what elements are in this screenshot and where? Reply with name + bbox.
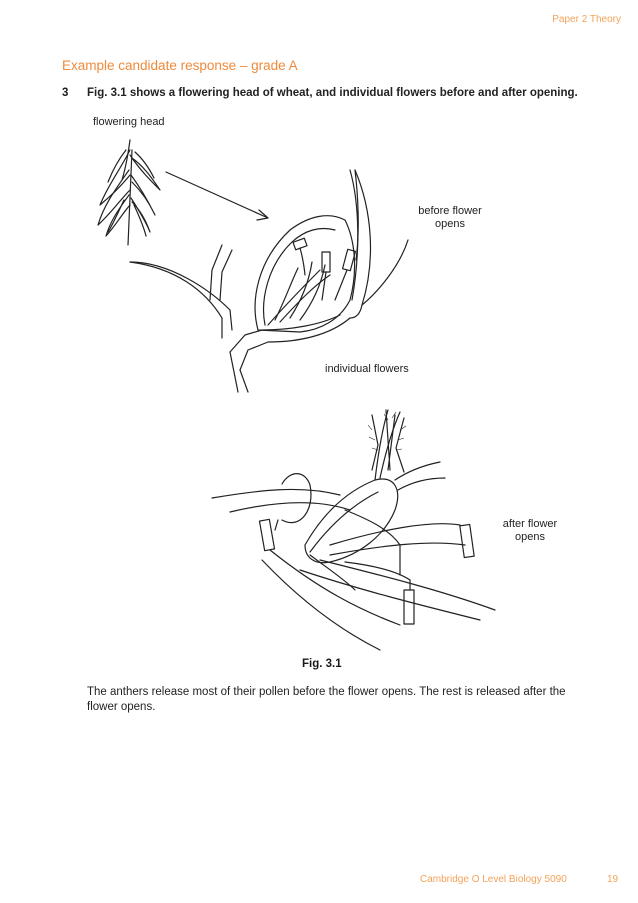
footer-title: Cambridge O Level Biology 5090 [420, 874, 567, 885]
label-after-flower-opens [495, 518, 565, 544]
figure-caption: Fig. 3.1 [302, 658, 342, 670]
after-flower-drawing [212, 410, 495, 650]
candidate-answer: The anthers release most of their pollen before the flower opens. The rest is released after the flower opens. [87, 686, 566, 713]
header-section-label: Paper 2 Theory [552, 14, 621, 25]
question-number: 3 [62, 87, 69, 99]
arrow-line [166, 172, 268, 218]
flowering-head-drawing [98, 140, 160, 245]
before-flower-drawing [130, 170, 408, 392]
label-individual-flowers: individual flowers [325, 363, 409, 375]
page-number: 19 [607, 874, 619, 885]
label-before-flower-opens [410, 205, 490, 231]
label-after-line2: opens [515, 531, 545, 543]
label-after-line1: after flower [502, 518, 558, 530]
label-flowering-head: flowering head [93, 116, 165, 128]
label-before-line1: before flower [418, 205, 482, 217]
page-title: Example candidate response – grade A [62, 58, 298, 73]
question-text: Fig. 3.1 shows a flowering head of wheat, and individual flowers before and after opening. [87, 87, 578, 99]
label-before-line2: opens [435, 218, 465, 230]
